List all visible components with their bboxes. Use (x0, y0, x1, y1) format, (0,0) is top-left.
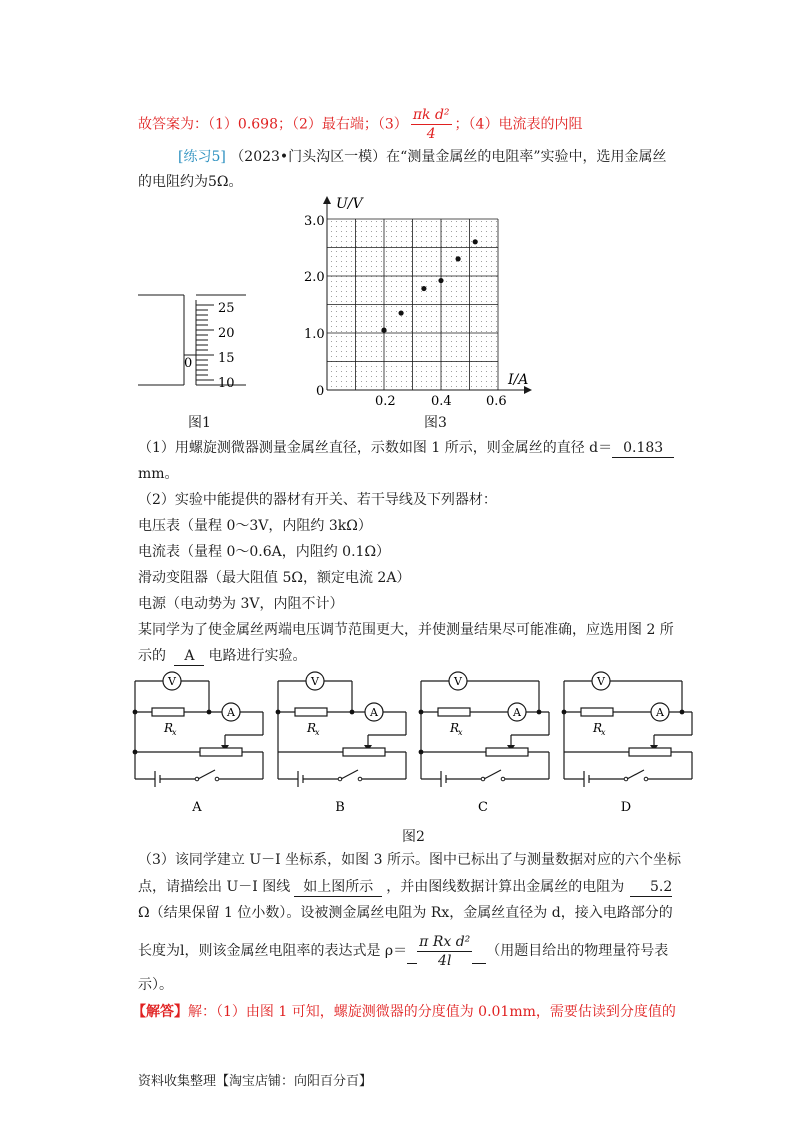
thimble-label-15: 15 (218, 351, 235, 366)
circuit-label: D (620, 800, 632, 815)
q1-text: （1）用螺旋测微器测量金属丝直径，示数如图 1 所示，则金属丝的直径 d＝ (138, 440, 613, 456)
data-point (473, 239, 478, 244)
answer-line (138, 106, 582, 143)
origin-label: 0 (316, 384, 325, 399)
solution-tag: 【解答】 (132, 1004, 188, 1020)
resistor-label: R (593, 721, 603, 735)
q3-line2-pre: 点，请描绘出 U－I 图线 (138, 879, 291, 895)
circuit-label: C (478, 800, 488, 815)
q2-item-source: 电源（电动势为 3V，内阻不计） (138, 596, 344, 612)
figure2-circuits (125, 665, 705, 820)
data-point (456, 256, 461, 261)
ammeter-label: A (656, 706, 664, 719)
circuit-c (419, 672, 549, 815)
q3-line5: 示）。 (138, 977, 173, 993)
answer-frac-num: πk d² (412, 107, 450, 123)
exercise-line2: 的电阻约为5Ω。 (138, 174, 243, 190)
thimble-label-10: 10 (218, 376, 235, 391)
circuit-label: B (335, 800, 345, 815)
junction-dot (207, 710, 212, 715)
q2-item-voltmeter: 电压表（量程 0～3V，内阻约 3kΩ） (138, 518, 372, 534)
q3-line4 (138, 930, 668, 972)
y-tick-2: 2.0 (304, 270, 325, 285)
figure1-micrometer (138, 285, 248, 400)
q3-line1: （3）该同学建立 U－I 坐标系，如图 3 所示。图中已标出了与测量数据对应的六个坐标 (138, 852, 681, 868)
q1-line (138, 438, 674, 458)
resistor-sub: x (172, 728, 177, 737)
sleeve-zero-label: 0 (184, 356, 193, 371)
data-point (438, 278, 443, 283)
resistor-rx (295, 708, 327, 716)
figure3-caption: 图3 (424, 415, 447, 431)
circuit-d (562, 672, 692, 815)
resistor-label: R (164, 721, 174, 735)
q3-graph-answer: 如上图所示 (294, 878, 382, 897)
voltmeter-label: V (168, 675, 176, 688)
rho-frac-num: π Rx d² (419, 933, 471, 950)
figure2-caption: 图2 (402, 829, 425, 845)
q2-answer: A (174, 647, 204, 666)
resistor-sub: x (315, 728, 320, 737)
ammeter-label: A (513, 706, 521, 719)
solution-line (132, 1002, 676, 1022)
resistor-rx (152, 708, 184, 716)
figure1-caption: 图1 (188, 415, 211, 431)
rheostat (200, 748, 242, 756)
q3-line2 (138, 877, 672, 897)
circuit-a (133, 672, 263, 815)
wire (198, 770, 215, 779)
resistor-rx (438, 708, 470, 716)
q2-line-b-post: 电路进行实验。 (208, 648, 307, 664)
rho-frac-den: 4l (438, 952, 452, 969)
wire (341, 770, 358, 779)
voltmeter-label: V (311, 675, 319, 688)
circuit-b (276, 672, 406, 815)
y-tick-3: 3.0 (304, 214, 325, 229)
figure3-graph (300, 190, 540, 415)
ammeter-label: A (227, 706, 235, 719)
x-tick-06: 0.6 (486, 394, 507, 409)
circuits-root (133, 672, 692, 815)
thimble-ticks (196, 305, 214, 380)
data-point (421, 286, 426, 291)
exercise-source: （2023•门头沟区一模）在“测量金属丝的电阻率”实验中，选用金属丝 (230, 149, 667, 165)
exercise-tag: [练习5] (178, 149, 226, 165)
q2-line-b (138, 646, 306, 666)
switch-contact (215, 777, 219, 781)
resistor-rx (581, 708, 613, 716)
q1-unit: mm。 (138, 466, 179, 482)
q3-line3: Ω（结果保留 1 位小数）。设被测金属丝电阻为 Rx，金属丝直径为 d，接入电路部分的 (138, 905, 673, 921)
resistor-sub: x (601, 728, 606, 737)
graph-paper-pattern (327, 220, 500, 390)
solution-text: 解：（1）由图 1 可知，螺旋测微器的分度值为 0.01mm，需要估读到分度值的 (188, 1004, 676, 1020)
x-axis-label: I/A (508, 372, 529, 388)
y-tick-1: 1.0 (304, 327, 325, 342)
junction-dot (680, 710, 685, 715)
q3-line2-post: ，并由图线数据计算出金属丝的电阻为 (386, 879, 625, 895)
footer: 资料收集整理【淘宝店铺：向阳百分百】 (138, 1074, 373, 1089)
q3-line4-pre: 长度为l，则该金属丝电阻率的表达式是 ρ＝ (138, 943, 408, 959)
q3-resistance-answer: 5.2 (630, 878, 672, 897)
circuit-label: A (192, 800, 202, 815)
wire (627, 770, 644, 779)
q2-item-rheostat: 滑动变阻器（最大阻值 5Ω，额定电流 2A） (138, 570, 411, 586)
data-point (381, 328, 386, 333)
switch-contact (358, 777, 362, 781)
junction-dot (350, 710, 355, 715)
voltmeter-label: V (454, 675, 462, 688)
thimble-label-20: 20 (218, 326, 235, 341)
rheostat (486, 748, 528, 756)
q2-line-b-pre: 示的 (138, 648, 166, 664)
rho-fraction (417, 933, 472, 970)
q2-item-ammeter: 电流表（量程 0～0.6A，内阻约 0.1Ω） (138, 544, 391, 560)
q1-answer: 0.183 (612, 439, 674, 458)
x-tick-04: 0.4 (431, 394, 452, 409)
rheostat (629, 748, 671, 756)
answer-fraction (411, 106, 452, 143)
wire (484, 770, 501, 779)
q3-line4-post: （用题目给出的物理量符号表 (486, 943, 669, 959)
voltmeter-label: V (597, 675, 605, 688)
answer-suffix: ；（4）电流表的内阻 (454, 116, 583, 133)
y-axis-arrow (323, 196, 331, 204)
rheostat (343, 748, 385, 756)
resistor-label: R (307, 721, 317, 735)
answer-frac-den: 4 (426, 126, 436, 142)
data-point (399, 310, 404, 315)
ammeter-label: A (370, 706, 378, 719)
exercise-header (178, 147, 667, 167)
thimble-label-25: 25 (218, 301, 235, 316)
q2-intro: （2）实验中能提供的器材有开关、若干导线及下列器材： (138, 492, 497, 508)
resistor-label: R (450, 721, 460, 735)
resistor-sub: x (458, 728, 463, 737)
y-axis-label: U/V (336, 196, 363, 212)
answer-prefix: 故答案为：（1）0.698；（2）最右端；（3） (138, 116, 408, 133)
q2-line-a: 某同学为了使金属丝两端电压调节范围更大，并使测量结果尽可能准确，应选用图 2 所 (138, 622, 674, 638)
junction-dot (537, 710, 542, 715)
switch-contact (644, 777, 648, 781)
x-tick-02: 0.2 (375, 394, 396, 409)
switch-contact (501, 777, 505, 781)
